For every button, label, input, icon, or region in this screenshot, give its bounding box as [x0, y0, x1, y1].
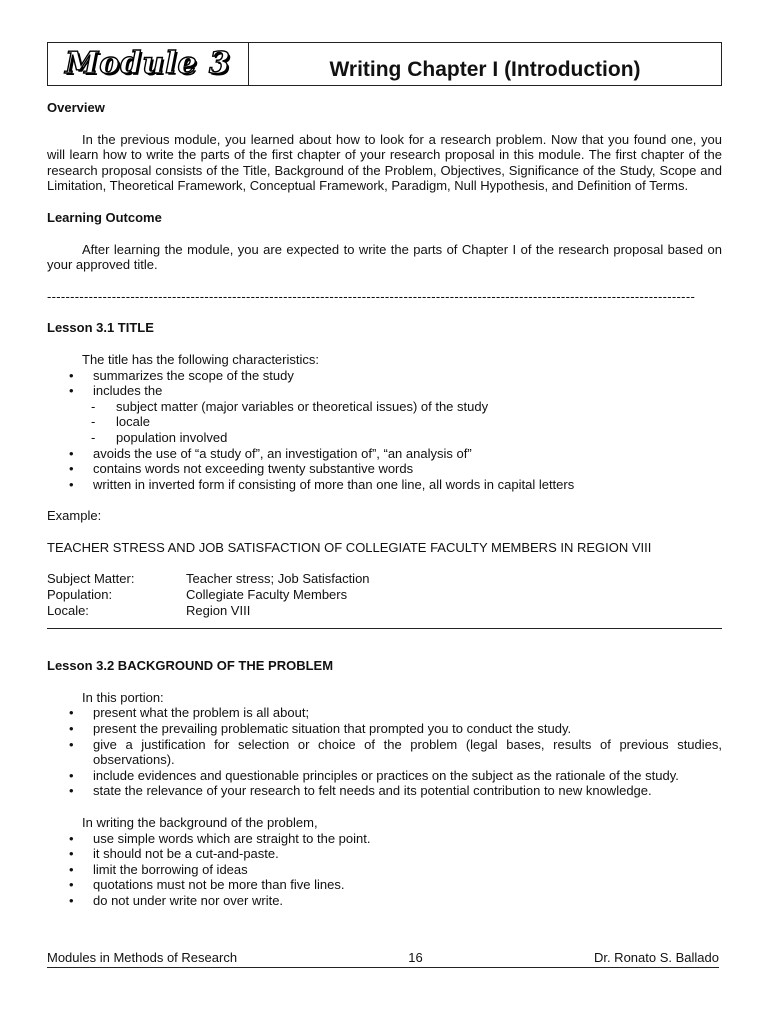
footer-course-title: Modules in Methods of Research [47, 950, 238, 965]
bullet-icon: • [69, 461, 74, 477]
example-label: Example: [47, 508, 102, 524]
bullet-icon: • [69, 783, 74, 799]
learning-outcome-text: After learning the module, you are expected to write the parts of Chapter I of the research proposal based on your approved title. [47, 241, 722, 273]
list-item: • state the relevance of your research to felt needs and its potential contribution to new knowledge. [69, 783, 652, 799]
bullet-icon: • [69, 736, 74, 752]
locale-row: Locale: Region VIII [47, 602, 251, 618]
includes-sublist [47, 399, 722, 446]
bullet-icon: • [69, 830, 74, 846]
bullet-icon: • [69, 367, 74, 383]
title-characteristics-list [47, 368, 722, 399]
list-item: - population involved [91, 429, 228, 445]
bullet-icon: • [69, 445, 74, 461]
lesson-3-1-heading: Lesson 3.1 TITLE [47, 320, 154, 336]
lesson-3-2-heading: Lesson 3.2 BACKGROUND OF THE PROBLEM [47, 658, 334, 674]
list-item: • do not under write nor over write. [69, 892, 284, 908]
dash-icon: - [91, 398, 96, 414]
dashed-separator: -------------------------------------------------------------------------------------------------------------------------------------------- [47, 288, 696, 304]
bullet-icon: • [69, 705, 74, 721]
population-row: Population: Collegiate Faculty Members [47, 587, 348, 603]
bullet-icon: • [69, 877, 74, 893]
dash-icon: - [91, 429, 96, 445]
list-item: • summarizes the scope of the study [69, 367, 294, 383]
list-item: - locale [91, 414, 150, 430]
background-portion-list [47, 705, 722, 799]
bullet-icon: • [69, 892, 74, 908]
list-item: • present what the problem is all about; [69, 705, 310, 721]
bullet-icon: • [69, 383, 74, 399]
list-item: • present the prevailing problematic situation that prompted you to conduct the study. [69, 721, 572, 737]
list-item: - subject matter (major variables or theoretical issues) of the study [91, 398, 489, 414]
list-item: • include evidences and questionable principles or practices on the subject as the rationale of the study. [69, 767, 679, 783]
page-title: Writing Chapter I (Introduction) [329, 58, 641, 82]
list-item: • written in inverted form if consisting of more than one line, all words in capital letters [69, 476, 575, 492]
module-header [47, 42, 722, 86]
footer-author: Dr. Ronato S. Ballado [593, 950, 719, 965]
title-characteristics-list-cont [47, 446, 722, 493]
lesson-3-2-lead: In this portion: [82, 689, 164, 705]
module-label: Module 3 [48, 43, 249, 85]
list-item: • limit the borrowing of ideas [69, 861, 248, 877]
bullet-icon: • [69, 846, 74, 862]
list-item: • it should not be a cut-and-paste. [69, 846, 279, 862]
bullet-icon: • [69, 721, 74, 737]
document-page [47, 42, 722, 909]
bullet-icon: • [69, 861, 74, 877]
example-title: TEACHER STRESS AND JOB SATISFACTION OF COLLEGIATE FACULTY MEMBERS IN REGION VIII [47, 539, 652, 555]
overview-text: In the previous module, you learned about how to look for a research problem. Now that you found one, you will learn how to write the parts of the first chapter of your research proposal in this module. The first chapter of the research proposal consists of the Title, Background of the Problem, Objectives, Significance of the Study, Scope and Limitation, Theoretical Framework, Conceptual Framework, Paradigm, Null Hypothesis, and Definition of Terms. [47, 131, 722, 194]
list-item: • includes the [69, 383, 163, 399]
overview-heading: Overview [47, 100, 105, 115]
footer-page-number: 16 [408, 950, 423, 965]
list-item: • contains words not exceeding twenty substantive words [69, 461, 414, 477]
page-footer [47, 950, 719, 968]
list-item: • give a justification for selection or choice of the problem (legal bases, results of previous studies, observations). [69, 736, 722, 768]
subject-matter-row: Subject Matter: Teacher stress; Job Satisfaction [47, 571, 370, 587]
list-item: • avoids the use of “a study of”, an investigation of”, “an analysis of” [69, 445, 472, 461]
dash-icon: - [91, 414, 96, 430]
bullet-icon: • [69, 476, 74, 492]
lesson-3-1-lead: The title has the following characteristics: [82, 351, 319, 367]
writing-background-list [47, 831, 722, 909]
writing-background-lead: In writing the background of the problem, [82, 815, 318, 830]
bullet-icon: • [69, 767, 74, 783]
list-item: • quotations must not be more than five lines. [69, 877, 345, 893]
learning-outcome-heading: Learning Outcome [47, 209, 162, 225]
list-item: • use simple words which are straight to the point. [69, 830, 371, 846]
